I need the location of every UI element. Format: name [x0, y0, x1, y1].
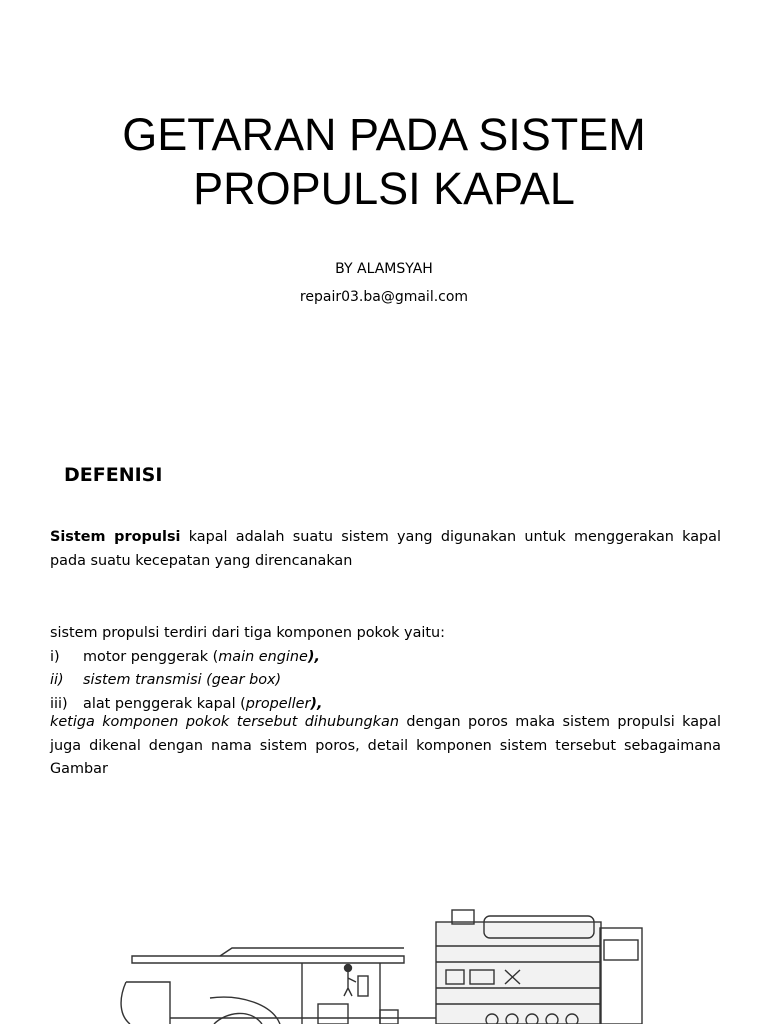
list-tail: ),	[310, 695, 323, 712]
worker-body	[344, 972, 356, 996]
propulsion-system-figure	[0, 900, 768, 1024]
list-text: alat penggerak kapal (	[83, 695, 246, 712]
list-marker: ii)	[50, 672, 64, 688]
author-email: repair03.ba@gmail.com	[299, 289, 469, 305]
list-term: main engine	[218, 648, 308, 665]
list-tail: ),	[307, 648, 320, 665]
description-italic: ketiga komponen pokok tersebut dihubungkan	[50, 714, 399, 730]
gear-box	[318, 1004, 348, 1024]
stern-shape	[121, 982, 170, 1024]
hull-rail	[220, 948, 404, 956]
title-line-2: PROPULSI KAPAL	[193, 163, 575, 214]
definition-paragraph	[50, 526, 721, 573]
list-marker: iii)	[50, 695, 68, 712]
components-block	[50, 622, 721, 716]
hull-outline	[132, 956, 404, 963]
section-heading: DEFENISI	[64, 464, 163, 486]
components-intro: sistem propulsi terdiri dari tiga komponen pokok yaitu:	[50, 625, 446, 641]
list-item	[50, 669, 721, 693]
definition-text: kapal adalah suatu sistem yang digunakan untuk menggerakan kapal pada suatu kecepatan yang direncanakan	[50, 529, 721, 569]
description-text: dengan poros maka sistem propulsi kapal juga dikenal dengan nama sistem poros, detail komponen sistem tersebut sebagaimana Gambar	[50, 714, 722, 777]
title-line-1: GETARAN PADA SISTEM	[122, 109, 646, 160]
coupling	[380, 1010, 398, 1024]
definition-term: Sistem propulsi	[50, 529, 181, 545]
list-tail: )	[275, 672, 282, 688]
list-text: motor penggerak (	[83, 648, 219, 665]
list-text: sistem transmisi (	[83, 672, 212, 688]
list-term: propeller	[245, 695, 311, 712]
main-engine	[436, 910, 642, 1024]
worker-head	[345, 965, 352, 972]
list-item	[50, 646, 721, 670]
description-paragraph	[50, 711, 721, 782]
list-marker: i)	[50, 648, 60, 665]
list-term: gear box	[211, 672, 276, 688]
console	[358, 976, 368, 996]
author-line: BY ALAMSYAH	[335, 261, 433, 277]
page-title	[0, 108, 768, 216]
rudder-shape	[210, 997, 280, 1024]
